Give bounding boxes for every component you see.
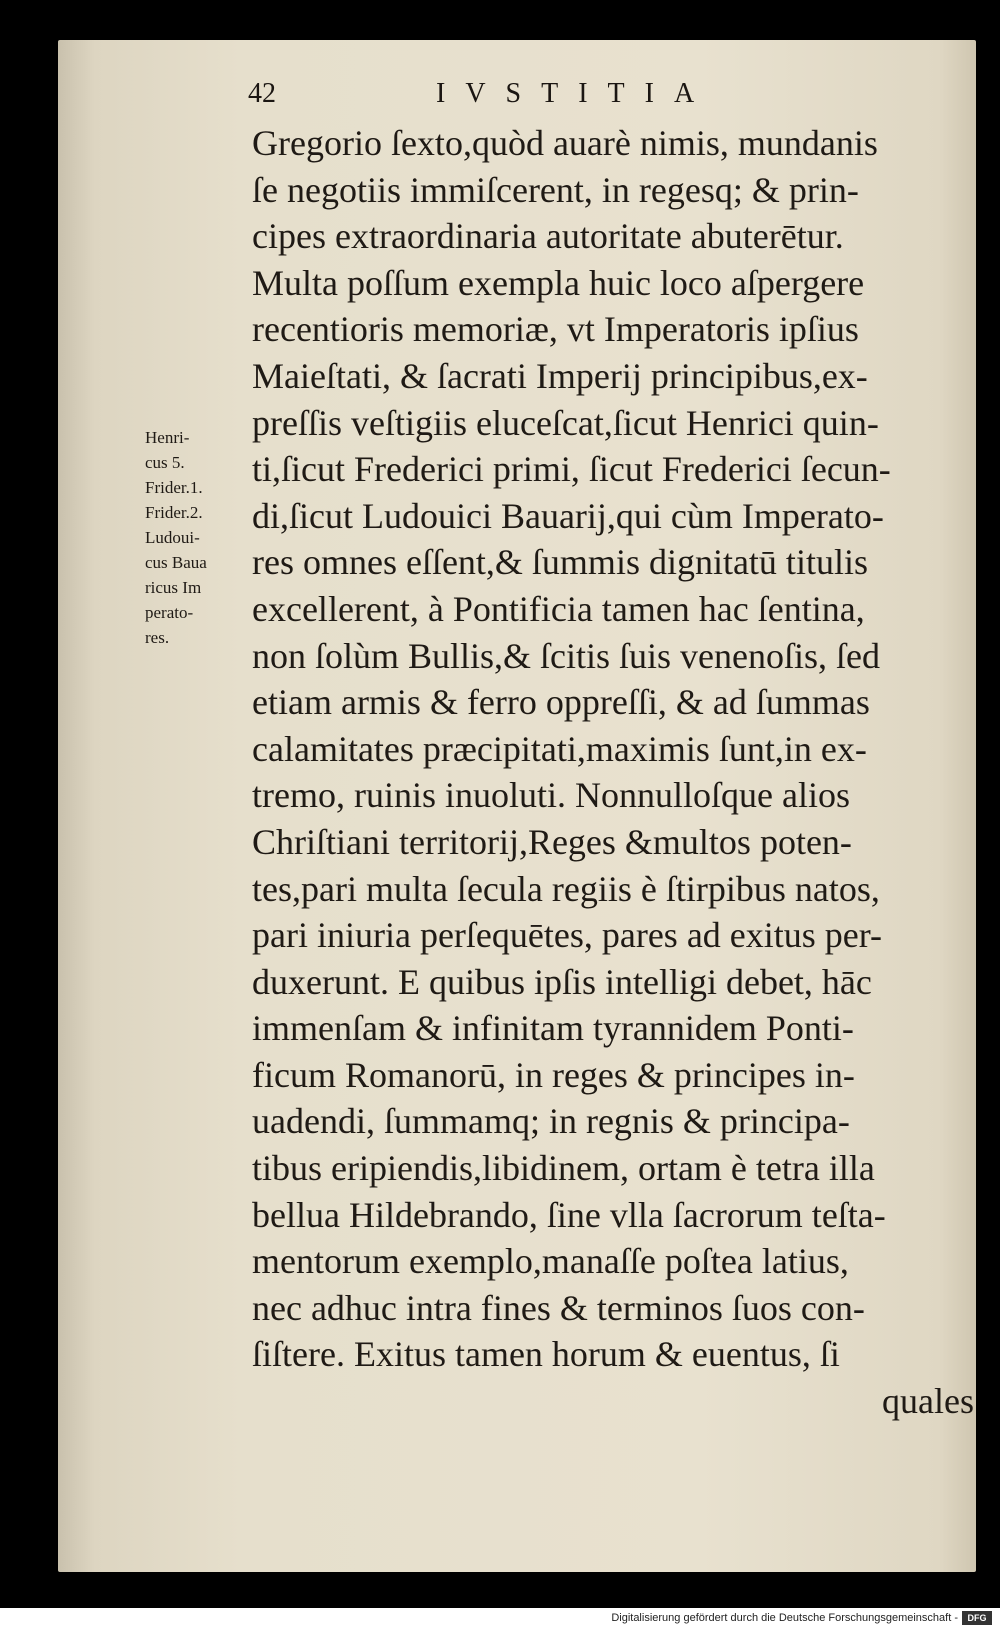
text-line: uadendi, ſummamq; in regnis & principa-	[252, 1101, 850, 1142]
margin-note-line: Frider.1.	[145, 478, 203, 497]
margin-note-line: Frider.2.	[145, 503, 203, 522]
running-head: IVSTITIA	[436, 78, 715, 109]
text-line: mentorum exemplo,manaſſe poſtea latius,	[252, 1241, 849, 1282]
text-line: non ſolùm Bullis,& ſcitis ſuis venenoſis, ſed	[252, 635, 880, 676]
footer-bar	[0, 1608, 1000, 1630]
text-line: preſſis veſtigiis eluceſcat,ſicut Henrici quin-	[252, 402, 879, 443]
text-line: excellerent, à Pontificia tamen hac ſentina,	[252, 588, 865, 629]
margin-note-line: res.	[145, 628, 170, 647]
text-line: calamitates præcipitati,maximis ſunt,in ex-	[252, 728, 867, 769]
dfg-logo: DFG	[962, 1611, 992, 1625]
page-header	[248, 78, 768, 118]
body-text	[252, 120, 982, 1425]
margin-note-line: Ludoui-	[145, 528, 200, 547]
margin-note-line: perato-	[145, 603, 194, 622]
margin-note-line: ricus Im	[145, 578, 202, 597]
text-line: Maieſtati, & ſacrati Imperij principibus,ex-	[252, 355, 868, 396]
text-line: tremo, ruinis inuoluti. Nonnulloſque alios	[252, 775, 850, 816]
text-line: Gregorio ſexto,quòd auarè nimis, mundanis	[252, 123, 878, 163]
margin-note-line: cus 5.	[145, 453, 185, 472]
margin-note-line: Henri-	[145, 428, 190, 447]
text-line: etiam armis & ferro oppreſſi, & ad ſummas	[252, 682, 870, 723]
text-line: di,ſicut Ludouici Bauarij,qui cùm Imperato-	[252, 495, 884, 536]
text-line: pari iniuria perſequētes, pares ad exitus per-	[252, 915, 883, 956]
text-line: duxerunt. E quibus ipſis intelligi debet, hāc	[252, 961, 872, 1002]
text-line: ſiſtere. Exitus tamen horum & euentus, ſi	[252, 1334, 840, 1375]
text-line: bellua Hildebrando, ſine vlla ſacrorum teſta-	[252, 1194, 886, 1235]
text-line: tes,pari multa ſecula regiis è ſtirpibus natos,	[252, 868, 880, 909]
text-line: tibus eripiendis,libidinem, ortam è tetra illa	[252, 1148, 875, 1189]
text-line: res omnes eſſent,& ſummis dignitatū titulis	[252, 542, 868, 583]
text-line: nec adhuc intra fines & terminos ſuos con-	[252, 1287, 865, 1328]
text-line: immenſam & infinitam tyrannidem Ponti-	[252, 1008, 854, 1049]
text-line: ſe negotiis immiſcerent, in regesq; & prin-	[252, 169, 859, 210]
margin-note-line: cus Baua	[145, 553, 207, 572]
text-line: recentioris memoriæ, vt Imperatoris ipſius	[252, 309, 859, 350]
text-line: ti,ſicut Frederici primi, ſicut Frederici ſecun-	[252, 449, 891, 490]
margin-note	[145, 425, 250, 650]
text-line: Multa poſſum exempla huic loco aſpergere	[252, 262, 865, 303]
text-line: Chriſtiani territorij,Reges &multos poten-	[252, 821, 852, 862]
page-number: 42	[248, 78, 276, 109]
footer-credit: Digitalisierung gefördert durch die Deutsche Forschungsgemeinschaft -	[611, 1612, 958, 1624]
text-line: cipes extraordinaria autoritate abuterētur.	[252, 216, 844, 257]
text-line: ficum Romanorū, in reges & principes in-	[252, 1054, 855, 1095]
catchword: quales	[882, 1381, 974, 1422]
